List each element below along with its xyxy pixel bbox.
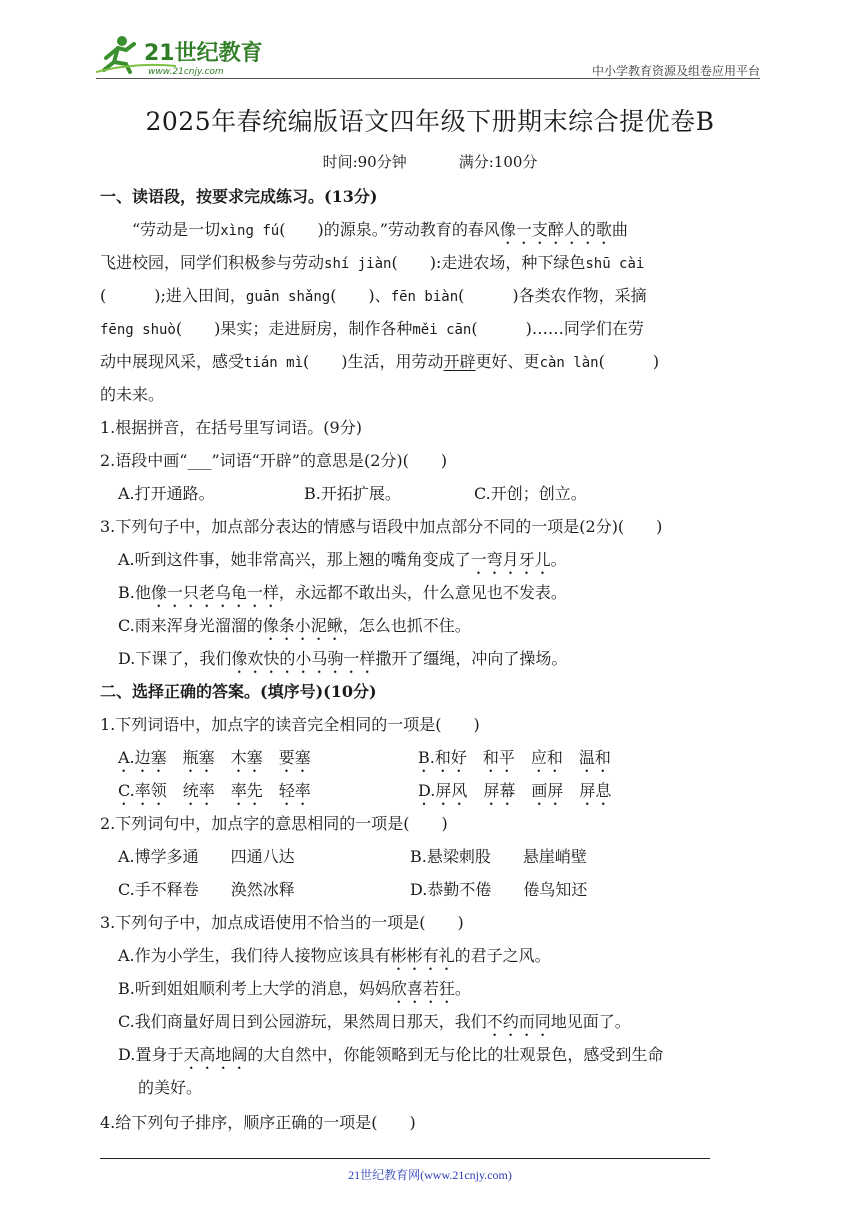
option-a: A.博学多通 四通八达 (118, 847, 295, 866)
dotted-phrase: 一弯月牙儿 (470, 550, 551, 569)
question-2-4: 4.给下列句子排序，顺序正确的一项是( ) (100, 1113, 416, 1132)
option-text: C.我们商量好周日到公园游玩，果然周日那天，我们 (118, 1012, 487, 1031)
pinyin: fēn biàn (390, 289, 459, 305)
passage-text: “劳动是一切 (132, 220, 221, 239)
passage-line-5 (100, 345, 659, 378)
option-b: B.悬梁刺股 悬崖峭壁 (410, 847, 587, 866)
option-c: C.手不释卷 涣然冰释 (118, 880, 295, 899)
exam-info (0, 151, 860, 172)
option-text: A.作为小学生，我们待人接物应该具有 (118, 946, 391, 965)
pinyin: tián mì (244, 355, 304, 371)
option-text: 的大自然中，你能领略到无与伦比的壮观景色，感受到生命 (247, 1045, 664, 1064)
exam-score: 满分:100分 (458, 153, 538, 171)
pinyin: guān shǎng (245, 289, 331, 305)
passage-line-4 (100, 312, 644, 345)
section-1-heading: 一、读语段，按要求完成练习。(13分) (100, 187, 378, 206)
question-1-3-option-c (118, 609, 471, 642)
logo-21cnjy-icon (96, 32, 266, 76)
question-1-3-option-a (118, 543, 567, 576)
option-text: B.听到姐姐顺利考上大学的消息，妈妈 (118, 979, 391, 998)
passage-line-3 (100, 279, 647, 312)
passage-text: ( )各类农作物，采摘 (458, 286, 647, 305)
exam-time: 时间:90分钟 (322, 153, 407, 171)
question-2-3-option-d-cont: 的美好。 (138, 1078, 203, 1097)
platform-name: 中小学教育资源及组卷应用平台 (591, 64, 760, 78)
question-2-1-row-1 (118, 741, 611, 774)
option-text: 。 (550, 550, 567, 569)
section-2-heading: 二、选择正确的答案。(填序号)(10分) (100, 682, 377, 701)
option-c: C.开创；创立。 (474, 484, 587, 503)
passage-text: ( )……同学们在劳 (471, 319, 644, 338)
option-a: A.打开通路。 (118, 484, 215, 503)
passage-text: 曲 (611, 220, 628, 239)
pinyin: shí jiàn (324, 256, 392, 272)
question-2-3-option-c (118, 1005, 631, 1038)
pinyin: xìng fú (220, 223, 280, 239)
dotted-phrase: 不约而同 (486, 1012, 551, 1031)
dotted-phrase: 彬彬有礼 (390, 946, 455, 965)
question-2-1-row-2 (118, 774, 611, 807)
footer-divider (100, 1158, 710, 1159)
question-1-1: 1.根据拼音，在括号里写词语。(9分) (100, 418, 362, 437)
passage-line-1 (100, 213, 628, 246)
dotted-phrase: 像条小泥鳅 (262, 616, 343, 635)
question-2-3-option-a (118, 939, 551, 972)
page-header (96, 32, 760, 78)
pinyin: fēng shuò (100, 322, 176, 338)
option-text: D.下课了，我们 (118, 649, 232, 668)
question-1-3-option-b (118, 576, 567, 609)
question-2-3-option-d (118, 1038, 663, 1071)
option-d: D.恭勤不倦 倦鸟知还 (410, 880, 588, 899)
passage-text: ( )、 (330, 286, 391, 305)
question-1-3: 3.下列句子中，加点部分表达的情感与语段中加点部分不同的一项是(2分)( ) (100, 517, 663, 536)
option-text: B.他 (118, 583, 151, 602)
passage-line-6: 的未来。 (100, 385, 165, 404)
question-1-2: 2.语段中画“___”词语“开辟”的意思是(2分)( ) (100, 451, 448, 470)
question-2-3: 3.下列句子中，加点成语使用不恰当的一项是( ) (100, 913, 464, 932)
logo-url: www.21cnjy.com (148, 67, 224, 76)
passage-line-2 (100, 246, 644, 279)
question-1-3-option-d (118, 642, 567, 675)
option-text: 撒开了缰绳，冲向了操场。 (375, 649, 568, 668)
option-text: A.听到这件事，她非常高兴，那上翘的嘴角变成了 (118, 550, 471, 569)
header-divider (96, 78, 760, 79)
option-text: 的君子之风。 (454, 946, 551, 965)
question-2-3-option-b (118, 972, 471, 1005)
question-2-2-row-2 (118, 873, 587, 906)
dotted-phrase: 像一支醉人的歌 (499, 220, 612, 239)
option-text: 。 (454, 979, 471, 998)
option-c: C.率领 统率 率先 轻率 (118, 781, 311, 800)
logo-text: 21世纪教育 (144, 41, 263, 66)
dotted-phrase: 像欢快的小马驹一样 (231, 649, 376, 668)
passage-text: ( )果实；走进厨房，制作各种 (175, 319, 413, 338)
dotted-phrase: 天高地阔 (183, 1045, 248, 1064)
dotted-phrase: 像一只老乌龟一样 (150, 583, 279, 602)
option-d: D.屏风 屏幕 画屏 屏息 (418, 781, 612, 800)
question-2-2: 2.下列词句中，加点字的意思相同的一项是( ) (100, 814, 448, 833)
question-2-1: 1.下列词语中，加点字的读音完全相同的一项是( ) (100, 715, 480, 734)
passage-text: 飞进校园，同学们积极参与劳动 (100, 253, 325, 272)
option-text: ，永远都不敢出头，什么意见也不发表。 (278, 583, 567, 602)
question-1-2-options (118, 477, 587, 510)
option-a: A.边塞 瓶塞 木塞 要塞 (118, 748, 311, 767)
passage-text: ( ) (598, 352, 660, 371)
page-title: 2025年春统编版语文四年级下册期末综合提优卷B (145, 107, 715, 136)
option-text: C.雨来浑身光溜溜的 (118, 616, 263, 635)
question-2-2-row-1 (118, 840, 587, 873)
page-footer: 21世纪教育网(www.21cnjy.com) (348, 1168, 512, 1182)
pinyin: shū cài (585, 256, 645, 272)
pinyin: měi cān (412, 322, 472, 338)
option-text: 地见面了。 (550, 1012, 631, 1031)
passage-text: ( )的源泉。”劳动教育的春风 (279, 220, 500, 239)
underlined-word: 开辟 (443, 352, 476, 371)
passage-text: ( )生活，用劳动 (303, 352, 444, 371)
passage-text: ( ):走进农场，种下绿色 (391, 253, 586, 272)
passage-text: 动中展现风采，感受 (100, 352, 245, 371)
passage-text: ( );进入田间， (100, 286, 246, 305)
pinyin: càn làn (539, 355, 599, 371)
option-text: ，怎么也抓不住。 (342, 616, 471, 635)
option-b: B.开拓扩展。 (304, 484, 401, 503)
option-text: D.置身于 (118, 1045, 184, 1064)
passage-text: 更好、更 (475, 352, 540, 371)
option-b: B.和好 和平 应和 温和 (418, 748, 611, 767)
dotted-phrase: 欣喜若狂 (390, 979, 455, 998)
